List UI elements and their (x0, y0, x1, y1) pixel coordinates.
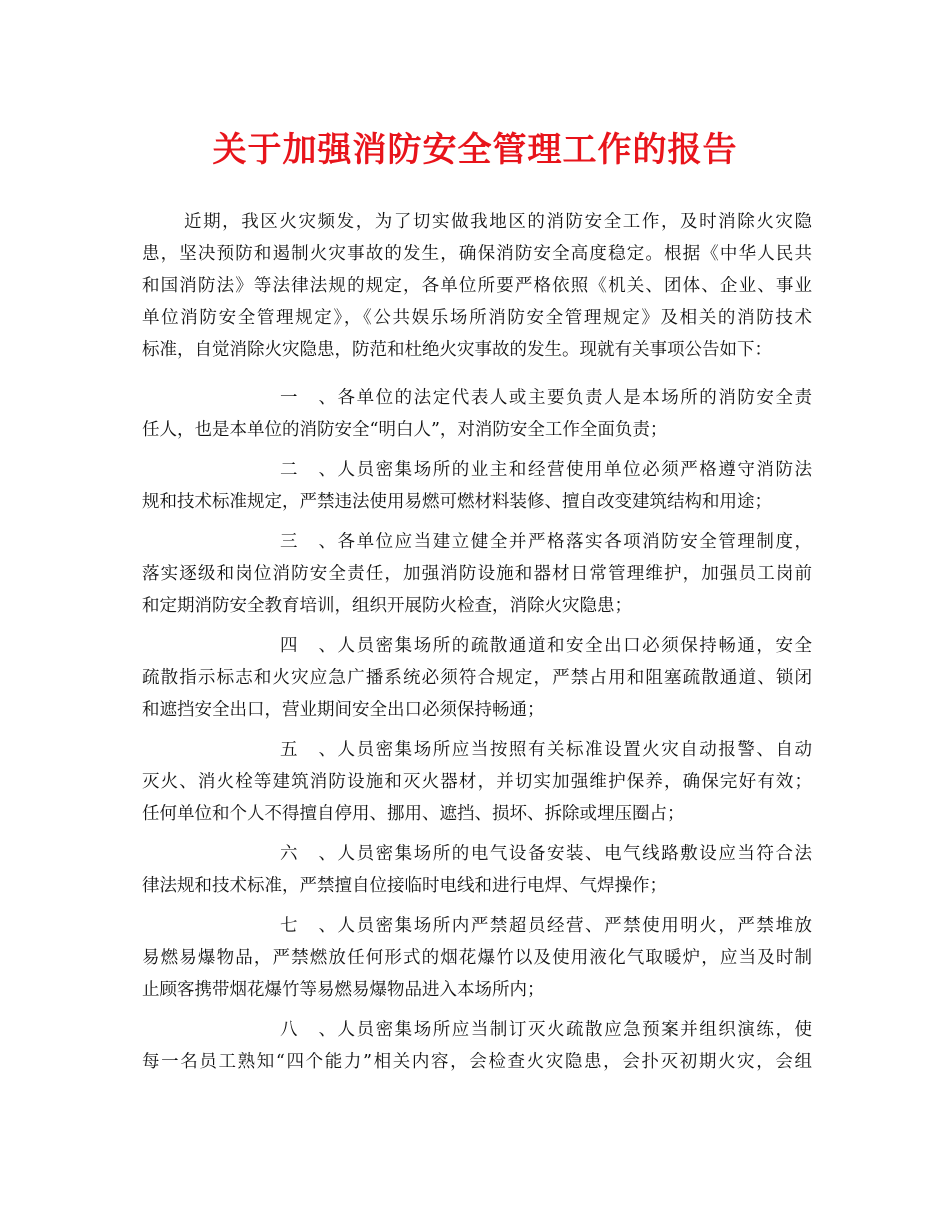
list-item-line: 和遮挡安全出口，营业期间安全出口必须保持畅通； (142, 700, 545, 720)
list-item-line: 灭火、消火栓等建筑消防设施和灭火器材，并切实加强维护保养，确保完好有效； (142, 772, 812, 792)
item-number: 一、 (280, 388, 336, 408)
item-text: 人员密集场所应当按照有关标准设置火灾自动报警、自动 (336, 740, 812, 760)
item-text: 人员密集场所应当制订灭火疏散应急预案并组织演练，使 (336, 1020, 812, 1040)
list-item-line: 和定期消防安全教育培训，组织开展防火检查，消除火灾隐患； (142, 596, 632, 616)
intro-line: 近期，我区火灾频发，为了切实做我地区的消防安全工作，及时消除火灾隐 (184, 212, 812, 232)
intro-line: 单位消防安全管理规定》，《公共娱乐场所消防安全管理规定》及相关的消防技术 (142, 308, 812, 328)
item-text: 各单位应当建立健全并严格落实各项消防安全管理制度， (336, 532, 812, 552)
item-text: 各单位的法定代表人或主要负责人是本场所的消防安全责 (336, 388, 812, 408)
intro-line: 和国消防法》等法律法规的规定，各单位所要严格依照《机关、团体、企业、事业 (142, 276, 812, 296)
list-item-line: 任人，也是本单位的消防安全“明白人”，对消防安全工作全面负责； (142, 420, 668, 440)
list-item-line: 任何单位和个人不得擅自停用、挪用、遮挡、损坏、拆除或埋压圈占； (142, 804, 685, 824)
intro-line: 标准，自觉消除火灾隐患，防范和杜绝火灾事故的发生。现就有关事项公告如下： (142, 340, 772, 360)
list-item-first-line (280, 738, 812, 762)
item-number: 四、 (280, 636, 336, 656)
list-item-line: 落实逐级和岗位消防安全责任，加强消防设施和器材日常管理维护，加强员工岗前 (142, 564, 812, 584)
item-number: 三、 (280, 532, 336, 552)
list-item-first-line (280, 1018, 812, 1042)
item-number: 六、 (280, 844, 336, 864)
item-number: 八、 (280, 1020, 336, 1040)
list-item-first-line (280, 634, 812, 658)
list-item-first-line (280, 530, 812, 554)
list-item-first-line (280, 842, 812, 866)
item-number: 七、 (280, 916, 336, 936)
list-item-line: 每一名员工熟知“四个能力”相关内容，会检查火灾隐患，会扑灭初期火灾，会组 (142, 1052, 812, 1072)
list-item-line: 止顾客携带烟花爆竹等易燃易爆物品进入本场所内； (142, 980, 545, 1000)
list-item-line: 疏散指示标志和火灾应急广播系统必须符合规定，严禁占用和阻塞疏散通道、锁闭 (142, 668, 812, 688)
item-number: 二、 (280, 460, 336, 480)
list-item-first-line (280, 914, 812, 938)
item-number: 五、 (280, 740, 336, 760)
document-title: 关于加强消防安全管理工作的报告 (212, 130, 738, 170)
intro-line: 患，坚决预防和遏制火灾事故的发生，确保消防安全高度稳定。根据《中华人民共 (142, 244, 812, 264)
item-text: 人员密集场所的疏散通道和安全出口必须保持畅通，安全 (336, 636, 812, 656)
item-text: 人员密集场所的业主和经营使用单位必须严格遵守消防法 (336, 460, 812, 480)
item-text: 人员密集场所内严禁超员经营、严禁使用明火，严禁堆放 (336, 916, 812, 936)
list-item-line: 易燃易爆物品，严禁燃放任何形式的烟花爆竹以及使用液化气取暖炉，应当及时制 (142, 948, 812, 968)
item-text: 人员密集场所的电气设备安装、电气线路敷设应当符合法 (336, 844, 812, 864)
list-item-line: 规和技术标准规定，严禁违法使用易燃可燃材料装修、擅自改变建筑结构和用途； (142, 492, 772, 512)
list-item-line: 律法规和技术标准，严禁擅自位接临时电线和进行电焊、气焊操作； (142, 876, 667, 896)
list-item-first-line (280, 458, 812, 482)
list-item-first-line (280, 386, 812, 410)
